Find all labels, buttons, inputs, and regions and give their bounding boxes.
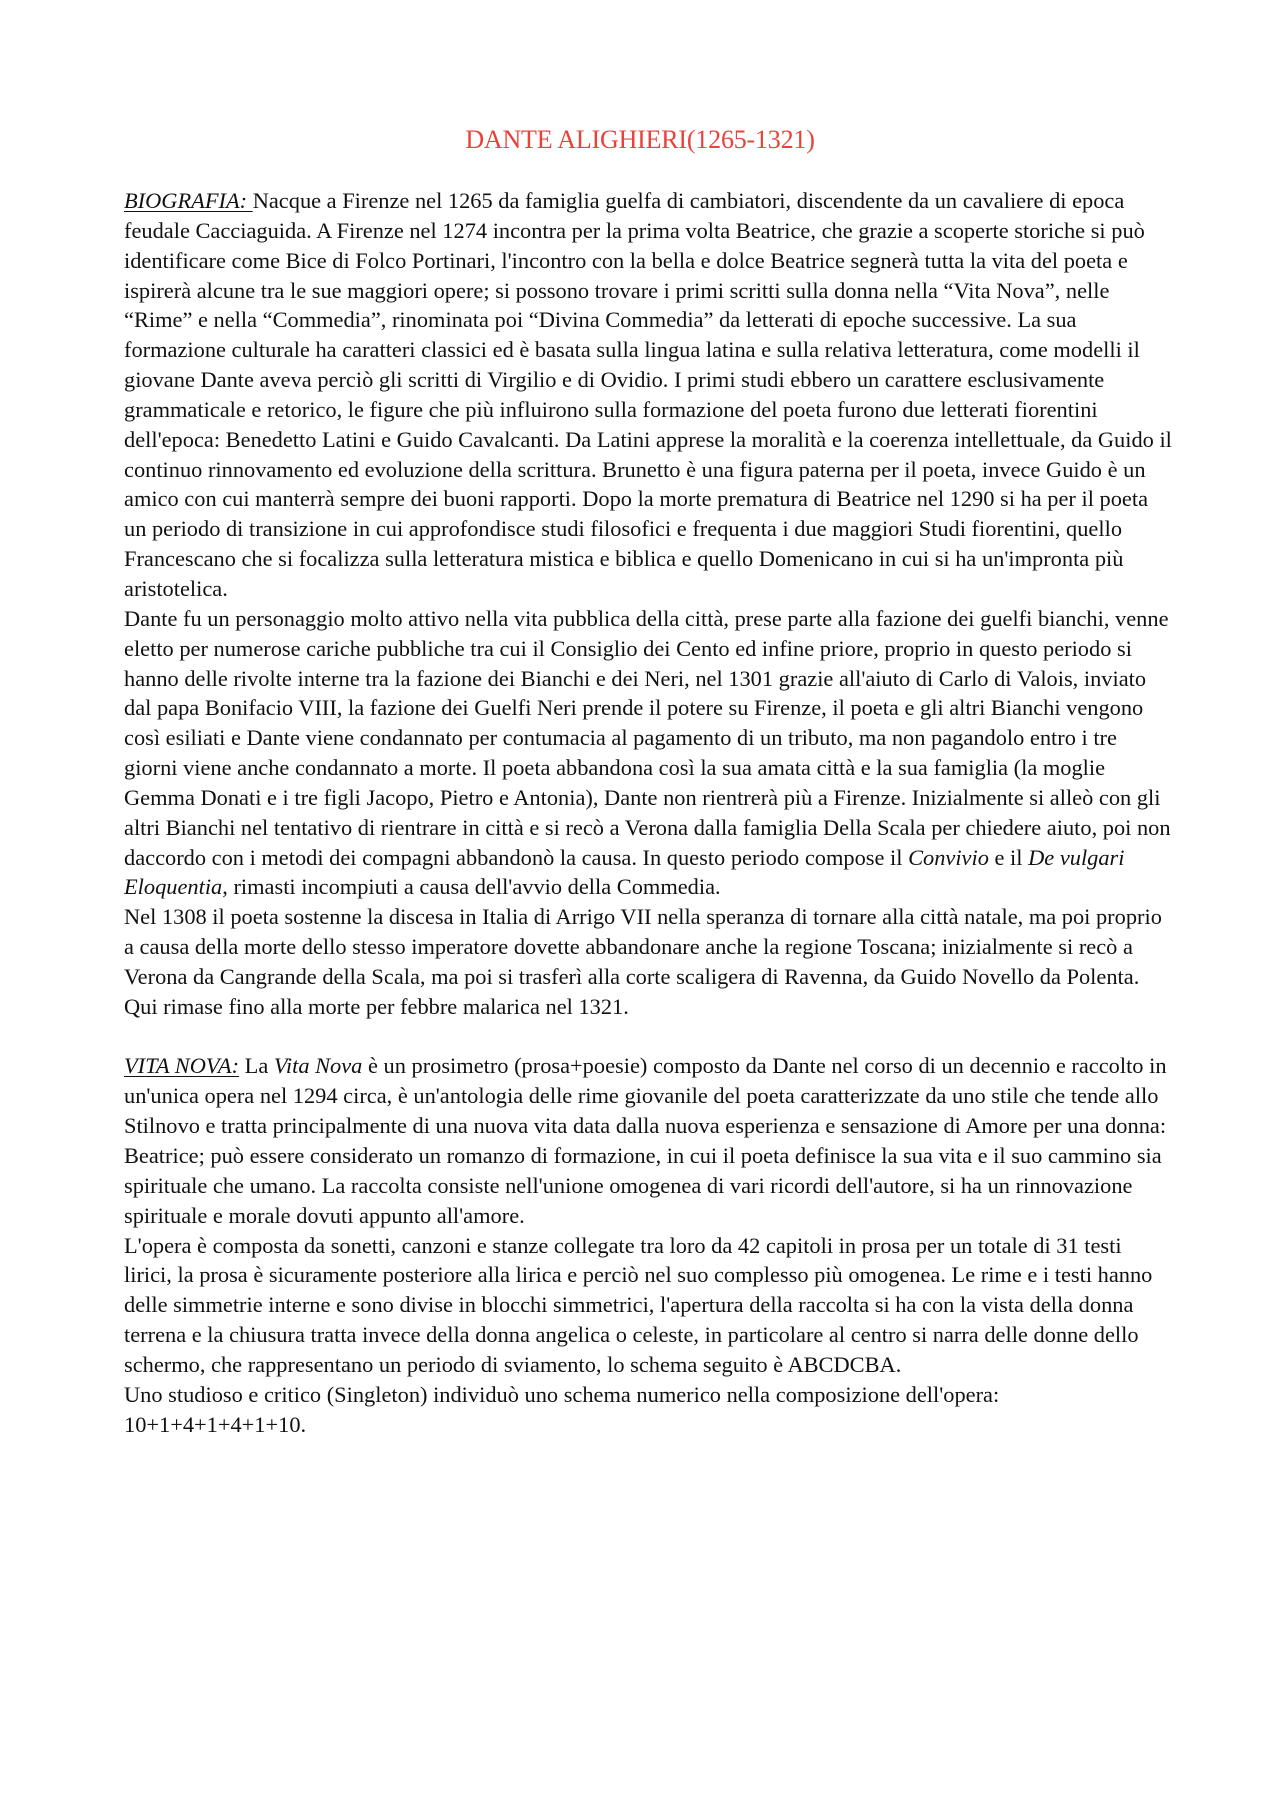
- convivio-title: Convivio: [908, 844, 989, 870]
- vita-nova-text-1a: La: [239, 1053, 274, 1079]
- document-body: [124, 186, 1172, 1439]
- biografia-text-2c: , rimasti incompiuti a causa dell'avvio della Commedia.: [222, 874, 721, 900]
- vita-nova-heading: VITA NOVA:: [124, 1053, 240, 1079]
- biografia-text-1: Nacque a Firenze nel 1265 da famiglia guelfa di cambiatori, discendente da un cavaliere di epoca feudale Cacciaguida. A Firenze nel 1274 incontra per la prima volta Beatrice, che grazie a scoperte storiche si può identificare come Bice di Folco Portinari, l'incontro con la bella e dolce Beatrice segnerà tutta la vita del poeta e ispirerà alcune tra le sue maggiori opere; si possono trovare i primi scritti sulla donna nella “Vita Nova”, nelle “Rime” e nella “Commedia”, rinominata poi “Divina Commedia” da letterati di epoche successive. La sua formazione culturale ha caratteri classici ed è basata sulla lingua latina e sulla relativa letteratura, come modelli il giovane Dante aveva perciò gli scritti di Virgilio e di Ovidio. I primi studi ebbero un carattere esclusivamente grammaticale e retorico, le figure che più influirono sulla formazione del poeta furono due letterati fiorentini dell'epoca: Benedetto Latini e Guido Cavalcanti. Da Latini apprese la moralità e la coerenza intellettuale, da Guido il continuo rinnovamento ed evoluzione della scrittura. Brunetto è una figura paterna per il poeta, invece Guido è un amico con cui manterrà sempre dei buoni rapporti. Dopo la morte prematura di Beatrice nel 1290 si ha per il poeta un periodo di transizione in cui approfondisce studi filosofici e frequenta i due maggiori Studi fiorentini, quello Francescano che si focalizza sulla letteratura mistica e biblica e quello Domenicano in cui si ha un'impronta più aristotelica.: [124, 188, 1172, 601]
- vita-nova-paragraph-2: L'opera è composta da sonetti, canzoni e stanze collegate tra loro da 42 capitoli in prosa per un totale di 31 testi lirici, la prosa è sicuramente posteriore alla lirica e perciò nel suo complesso più omogenea. Le rime e i testi hanno delle simmetrie interne e sono divise in blocchi simmetrici, l'apertura della raccolta si ha con la vista della donna terrena e la chiusura tratta invece della donna angelica o celeste, in particolare al centro si narra delle donne dello schermo, che rappresentano un periodo di sviamento, lo schema seguito è ABCDCBA.: [124, 1232, 1153, 1377]
- biografia-heading: BIOGRAFIA:: [124, 188, 253, 213]
- biografia-text-2a: Dante fu un personaggio molto attivo nella vita pubblica della città, prese parte alla fazione dei guelfi bianchi, venne eletto per numerose cariche pubbliche tra cui il Consiglio dei Cento ed infine priore, proprio in questo periodo si hanno delle rivolte interne tra la fazione dei Bianchi e dei Neri, nel 1301 grazie all'aiuto di Carlo di Valois, inviato dal papa Bonifacio VIII, la fazione dei Guelfi Neri prende il potere su Firenze, il poeta e gli altri Bianchi vengono così esiliati e Dante viene condannato per contumacia al pagamento di un tributo, ma non pagandolo entro i tre giorni viene anche condannato a morte. Il poeta abbandona così la sua amata città e la sua famiglia (la moglie Gemma Donati e i tre figli Jacopo, Pietro e Antonia), Dante non rientrerà più a Firenze. Inizialmente si alleò con gli altri Bianchi nel tentativo di rientrare in città e si recò a Verona dalla famiglia Della Scala per chiedere aiuto, poi non daccordo con i metodi dei compagni abbandonò la causa. In questo periodo compose il: [124, 605, 1171, 870]
- vita-nova-title: Vita Nova: [273, 1053, 363, 1079]
- biografia-paragraph-3: Nel 1308 il poeta sostenne la discesa in Italia di Arrigo VII nella speranza di tornare alla città natale, ma poi proprio a causa della morte dello stesso imperatore dovette abbandonare anche la regione Toscana; inizialmente si recò a Verona da Cangrande della Scala, ma poi si trasferì alla corte scaligera di Ravenna, da Guido Novello da Polenta. Qui rimase fino alla morte per febbre malarica nel 1321.: [124, 904, 1162, 1019]
- section-spacer: [124, 1022, 1172, 1052]
- vita-nova-text-1b: è un prosimetro (prosa+poesie) composto da Dante nel corso di un decennio e raccolto in un'unica opera nel 1294 circa, è un'antologia delle rime giovanile del poeta caratterizzate da uno stile che tende allo Stilnovo e tratta principalmente di una nuova vita data dalla nuova esperienza e sensazione di Amore per una donna: Beatrice; può essere considerato un romanzo di formazione, in cui il poeta definisce la sua vita e il suo cammino sia spirituale che umano. La raccolta consiste nell'unione omogenea di vari ricordi dell'autore, si ha un rinnovazione spirituale e morale dovuti appunto all'amore.: [124, 1053, 1167, 1228]
- document-title: DANTE ALIGHIERI(1265-1321): [465, 125, 815, 154]
- biografia-text-2b: e il: [988, 844, 1029, 870]
- biografia-paragraph-1: [124, 186, 1172, 604]
- de-vulgari-eloquentia-title: De vulgari Eloquentia: [124, 844, 1125, 900]
- vita-nova-paragraph-1: [124, 1051, 1172, 1230]
- biografia-paragraph-2: [124, 604, 1172, 902]
- vita-nova-paragraph-3: Uno studioso e critico (Singleton) individuò uno schema numerico nella composizione dell'opera: 10+1+4+1+4+1+10.: [124, 1381, 1000, 1437]
